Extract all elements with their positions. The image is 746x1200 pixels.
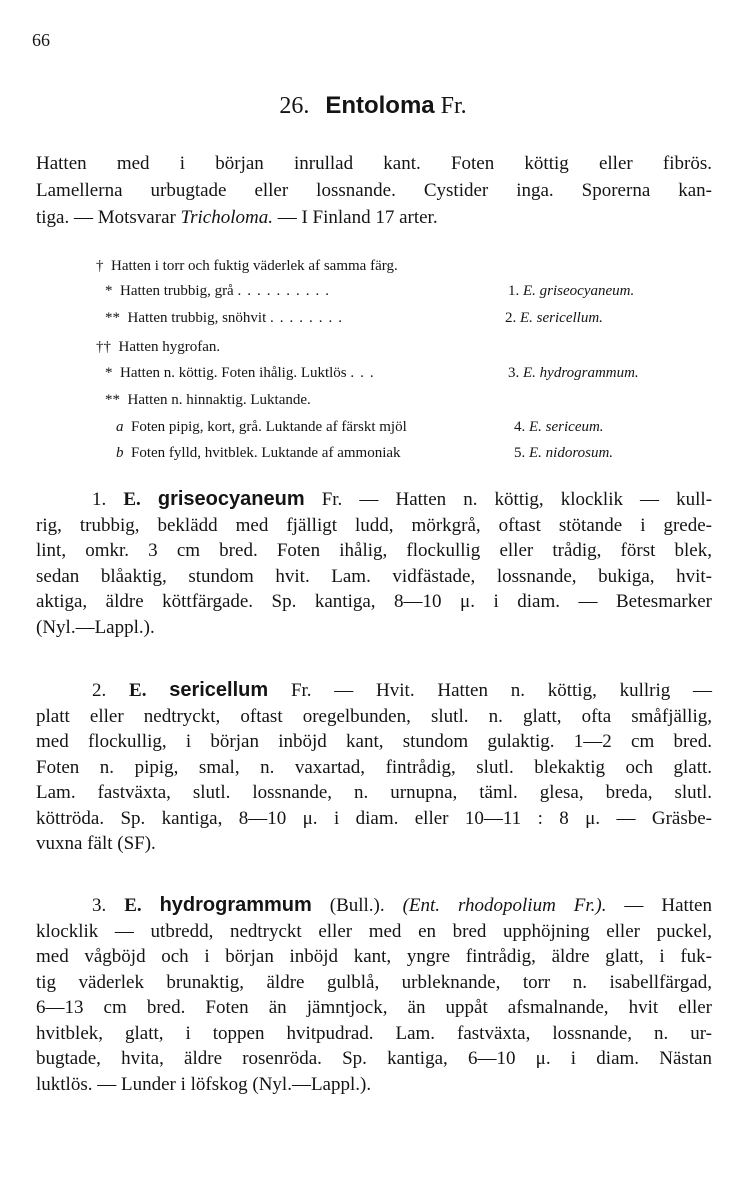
species-line: med vågböjd och i början inböjd kant, yngre fintrådig, äldre glatt, i fuk- [36, 946, 712, 967]
key-marker: * [105, 365, 113, 381]
key-text: Hatten i torr och fuktig väderlek af samma färg. [111, 258, 398, 274]
key-row [116, 442, 706, 464]
species-line: 6—13 cm bred. Foten än jämntjock, än uppåt afsmalnande, hvit eller [36, 997, 712, 1018]
key-leader: ... [350, 365, 380, 381]
key-row [105, 389, 311, 411]
species-number: 3. [92, 895, 107, 916]
species-line: klocklik — utbredd, nedtryckt eller med en bred upphöjning eller puckel, [36, 920, 712, 942]
key-result [505, 307, 603, 329]
species-line: hvitblek, glatt, i toppen hvitpudrad. Lam. fastväxta, lossnande, n. ur- [36, 1022, 712, 1044]
species-line: vuxna fält (SF). [36, 833, 156, 854]
key-row [116, 416, 706, 438]
key-result [514, 416, 604, 438]
species-line: bugtade, hvita, äldre rosenröda. Sp. kantiga, 6—10 μ. i diam. Nästan [36, 1048, 712, 1069]
species-author: Fr. [321, 489, 343, 510]
key-leader: .......... [237, 283, 335, 299]
genus-description [36, 150, 712, 231]
key-result [514, 442, 613, 464]
key-row [105, 362, 705, 384]
species-line: Lam. fastväxta, slutl. lossnande, n. urnupna, täml. glesa, breda, slutl. [36, 782, 712, 803]
species-line: med flockullig, i början inböjd kant, stundom gulaktig. 1—2 cm bred. [36, 731, 712, 752]
intro-text: — I Finland 17 arter. [272, 207, 438, 228]
species-text: — Hatten n. köttig, klocklik — kull- [342, 489, 713, 510]
species-genus-abbr: E. [123, 489, 141, 510]
key-marker: a [116, 419, 124, 435]
key-result [508, 362, 639, 384]
key-result-name: E. sericellum. [520, 310, 603, 326]
species-name: sericellum [169, 679, 269, 701]
species-number: 2. [92, 680, 107, 701]
key-result-number: 1. [508, 283, 520, 299]
key-marker: ** [105, 310, 120, 326]
species-line [36, 678, 712, 704]
key-row [105, 307, 705, 329]
page-number: 66 [32, 30, 50, 50]
key-result-number: 2. [505, 310, 517, 326]
species-line [36, 893, 712, 919]
key-text: Foten pipig, kort, grå. Luktande af färskt mjöl [131, 419, 407, 435]
key-row [105, 280, 705, 302]
species-name: hydrogrammum [159, 894, 312, 916]
key-result [508, 280, 634, 302]
species-text: — Hvit. Hatten n. köttig, kullrig — [311, 680, 713, 701]
species-line: tig väderlek brunaktig, äldre gulblå, urbleknande, torr n. isabellfärgad, [36, 971, 712, 993]
key-text: Hatten n. hinnaktig. Luktande. [127, 392, 311, 408]
species-entry-1 [36, 487, 712, 640]
intro-line: Hatten med i början inrullad kant. Foten köttig eller fibrös. [36, 153, 712, 174]
species-line: rig, trubbig, beklädd med fjälligt ludd, mörkgrå, oftast stötande i grede- [36, 514, 712, 536]
species-genus-abbr: E. [124, 895, 142, 916]
species-number: 1. [92, 489, 107, 510]
species-line: luktlös. — Lunder i löfskog (Nyl.—Lappl.). [36, 1073, 372, 1095]
key-leader: ........ [270, 310, 348, 326]
species-entry-3 [36, 893, 712, 1097]
species-line: platt eller nedtryckt, oftast oregelbunden, slutl. n. glatt, ofta småfjällig, [36, 705, 712, 727]
key-text: Foten fylld, hvitblek. Luktande af ammoniak [131, 445, 401, 461]
key-marker: †† [96, 339, 111, 355]
key-row [96, 336, 220, 358]
key-result-number: 5. [514, 445, 526, 461]
species-line: aktiga, äldre köttfärgade. Sp. kantiga, 8—10 μ. i diam. — Betesmarker [36, 591, 712, 612]
key-result-name: E. griseocyaneum. [523, 283, 635, 299]
species-genus-abbr: E. [129, 680, 147, 701]
species-line: sedan blåaktig, stundom hvit. Lam. vidfästade, lossnande, bukiga, hvit- [36, 565, 712, 587]
section-number: 26. [279, 93, 310, 119]
section-heading [0, 92, 746, 120]
key-text: Hatten trubbig, snöhvit [127, 310, 267, 326]
key-text: Hatten hygrofan. [118, 339, 221, 355]
key-marker: ** [105, 392, 120, 408]
key-result-name: E. sericeum. [529, 419, 604, 435]
key-row [96, 255, 398, 277]
key-result-name: E. nidorosum. [529, 445, 614, 461]
key-marker: † [96, 258, 104, 274]
genus-name: Entoloma [325, 92, 435, 119]
intro-text: tiga. — Motsvarar [36, 207, 181, 228]
key-text: Hatten n. köttig. Foten ihålig. Luktlös [120, 365, 347, 381]
genus-author: Fr. [440, 93, 467, 119]
species-line: köttröda. Sp. kantiga, 8—10 μ. i diam. eller 10—11 : 8 μ. — Gräsbe- [36, 807, 712, 829]
species-text: — Hatten [606, 895, 712, 916]
species-line [36, 487, 712, 513]
species-name: griseocyaneum [157, 488, 305, 510]
species-line: (Nyl.—Lappl.). [36, 616, 155, 638]
intro-line [36, 204, 712, 231]
genus-reference: Tricholoma. [180, 207, 273, 228]
key-result-number: 4. [514, 419, 526, 435]
species-line: lint, omkr. 3 cm bred. Foten ihålig, flockullig eller trådig, först blek, [36, 540, 712, 561]
species-entry-2 [36, 678, 712, 857]
key-result-number: 3. [508, 365, 520, 381]
species-author: Fr. [290, 680, 312, 701]
key-text: Hatten trubbig, grå [120, 283, 234, 299]
key-result-name: E. hydrogrammum. [523, 365, 639, 381]
key-marker: * [105, 283, 113, 299]
key-marker: b [116, 445, 124, 461]
species-line: Foten n. pipig, smal, n. vaxartad, fintrådig, slutl. blekaktig och glatt. [36, 756, 712, 778]
species-author: (Bull.). [329, 895, 385, 916]
species-synonym: (Ent. rhodopolium Fr.). [402, 895, 607, 916]
intro-line: Lamellerna urbugtade eller lossnande. Cystider inga. Sporerna kan- [36, 180, 712, 201]
